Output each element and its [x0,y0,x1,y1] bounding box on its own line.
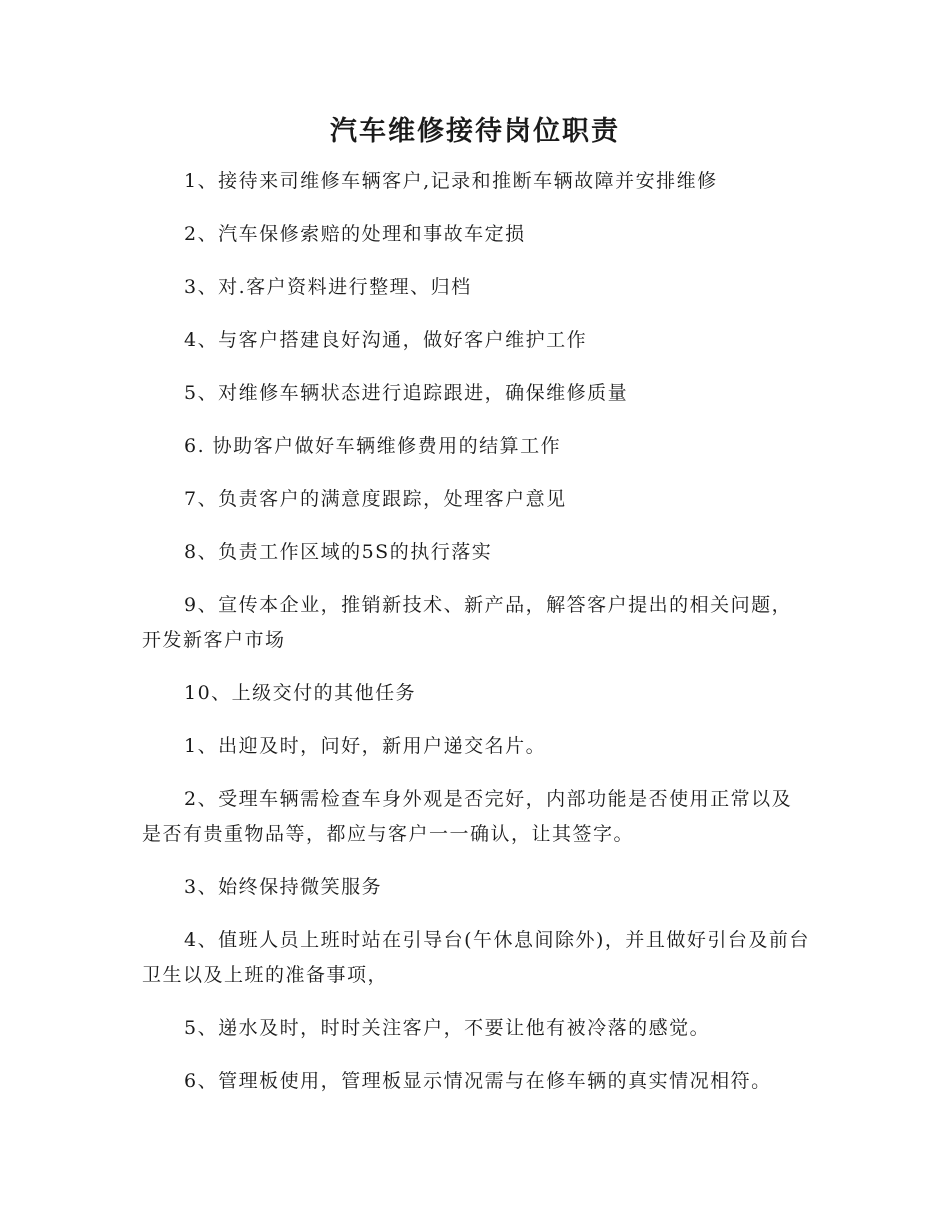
paragraph: 3、始终保持微笑服务 [184,876,383,898]
paragraph: 3、对.客户资料进行整理、归档 [184,276,472,298]
paragraph: 5、对维修车辆状态进行追踪跟进，确保维修质量 [184,382,629,404]
paragraph: 2、受理车辆需检查车身外观是否完好，内部功能是否使用正常以及是否有贵重物品等，都应与客户一一确认，让其签字。 [142,788,793,845]
paragraph: 4、与客户搭建良好沟通，做好客户维护工作 [184,329,588,351]
paragraph: 6. 协助客户做好车辆维修费用的结算工作 [184,435,562,457]
document-title: 汽车维修接待岗位职责 [330,116,620,147]
paragraph: 4、值班人员上班时站在引导台(午休息间除外)，并且做好引台及前台卫生以及上班的准备事项， [142,929,810,986]
paragraph: 1、出迎及时，问好，新用户递交名片。 [184,735,547,757]
paragraph: 10、上级交付的其他任务 [184,682,417,704]
paragraph: 7、负责客户的满意度跟踪，处理客户意见 [184,488,567,510]
paragraph: 5、递水及时，时时关注客户，不要让他有被冷落的感觉。 [184,1017,711,1039]
paragraph: 9、宣传本企业，推销新技术、新产品，解答客户提出的相关问题，开发新客户市场 [142,594,793,651]
paragraph: 6、管理板使用，管理板显示情况需与在修车辆的真实情况相符。 [184,1070,772,1092]
paragraph: 8、负责工作区域的5S的执行落实 [184,541,493,563]
document-body [142,164,812,1117]
paragraph: 2、汽车保修索赔的处理和事故车定损 [184,223,526,245]
paragraph: 1、接待来司维修车辆客户,记录和推断车辆故障并安排维修 [184,170,718,192]
